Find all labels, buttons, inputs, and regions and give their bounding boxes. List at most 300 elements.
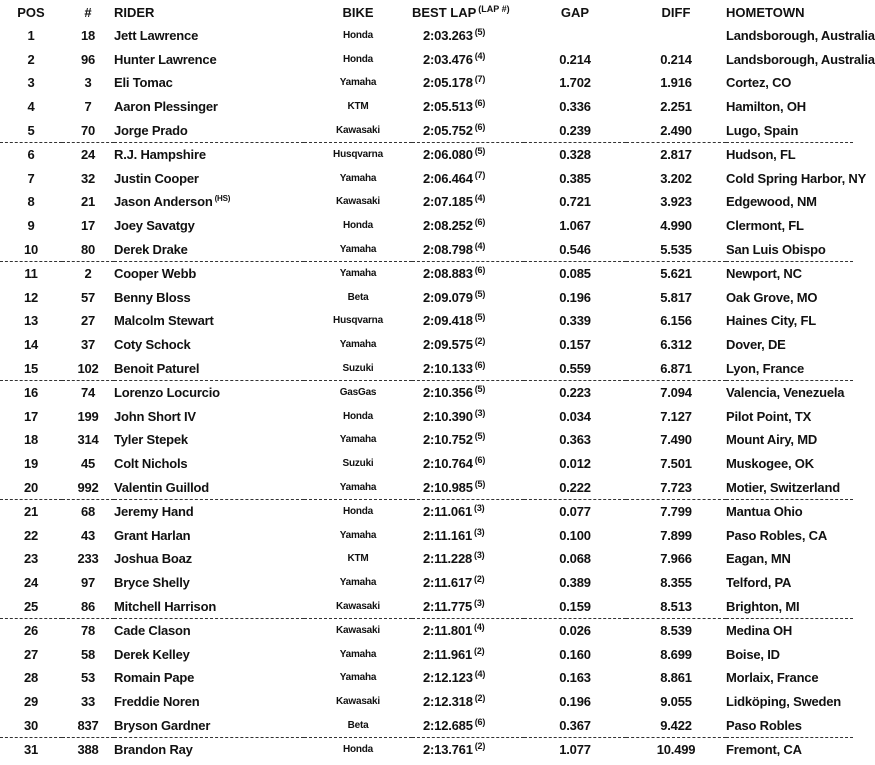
cell-gap: 0.159	[524, 594, 626, 618]
cell-bike: Beta	[347, 291, 369, 303]
cell-best-lap	[412, 618, 524, 642]
best-lap-time: 2:12.123	[423, 670, 473, 686]
cell-hometown: San Luis Obispo	[726, 237, 853, 261]
cell-pos: 28	[23, 670, 39, 686]
lap-number: (5)	[474, 478, 486, 489]
rider-name: Coty Schock	[114, 337, 191, 353]
cell-rider	[114, 24, 304, 48]
cell-gap: 0.085	[559, 266, 591, 282]
cell-pos: 23	[23, 551, 39, 567]
cell-hometown: Cold Spring Harbor, NY	[726, 170, 867, 186]
cell-diff: 9.422	[626, 713, 726, 737]
cell-hometown: Cortez, CO	[726, 75, 792, 91]
cell-hometown: Lugo, Spain	[726, 118, 853, 142]
best-lap-time: 2:05.752	[423, 122, 473, 138]
table-row	[0, 71, 853, 95]
cell-diff: 7.501	[660, 455, 692, 471]
cell-gap	[524, 24, 626, 48]
best-lap-time: 2:10.985	[423, 479, 473, 495]
cell-pos: 9	[27, 218, 35, 234]
rider-name: Brandon Ray	[114, 742, 193, 758]
table-row	[0, 261, 853, 285]
cell-hometown: Telford, PA	[726, 574, 792, 590]
cell-bike: Yamaha	[339, 529, 377, 541]
table-row	[0, 118, 853, 142]
cell-pos: 19	[23, 455, 39, 471]
best-lap-time: 2:09.418	[423, 313, 473, 329]
cell-rider	[114, 356, 304, 380]
cell-best-lap	[412, 713, 524, 737]
cell-bike: Kawasaki	[336, 625, 380, 637]
cell-diff: 0.214	[660, 51, 692, 67]
cell-diff: 2.490	[626, 118, 726, 142]
cell-best-lap	[412, 690, 524, 714]
cell-pos: 29	[23, 693, 39, 709]
lap-number: (6)	[474, 716, 486, 727]
cell-hometown: Brighton, MI	[726, 594, 853, 618]
cell-pos: 5	[0, 118, 62, 142]
cell-bike: Yamaha	[339, 268, 377, 280]
table-body	[0, 24, 875, 761]
cell-number: 32	[80, 170, 96, 186]
cell-number: 27	[80, 313, 96, 329]
cell-pos: 8	[27, 194, 35, 210]
rider-name: Joey Savatgy	[114, 218, 195, 234]
lap-number: (6)	[474, 217, 486, 228]
cell-gap: 0.223	[559, 385, 591, 401]
cell-rider	[114, 666, 304, 690]
cell-rider	[114, 380, 304, 404]
cell-diff: 5.621	[660, 266, 692, 282]
rider-name: Valentin Guillod	[114, 479, 210, 495]
lap-number: (5)	[474, 431, 486, 442]
cell-rider	[114, 118, 304, 142]
cell-hometown: Landsborough, Australia	[726, 51, 875, 67]
best-lap-time: 2:10.356	[423, 385, 473, 401]
table-row	[0, 309, 853, 333]
cell-bike: Honda	[342, 30, 374, 42]
cell-bike: KTM	[347, 553, 369, 565]
cell-rider	[114, 523, 304, 547]
cell-rider	[114, 405, 304, 429]
lap-number: (4)	[474, 240, 486, 251]
cell-hometown: Paso Robles, CA	[726, 527, 828, 543]
cell-best-lap	[412, 309, 524, 333]
cell-pos: 18	[23, 432, 39, 448]
cell-rider	[114, 95, 304, 119]
rider-name: Justin Cooper	[114, 170, 199, 186]
cell-gap: 0.157	[559, 337, 591, 353]
table-row	[0, 167, 853, 191]
cell-number: 57	[80, 289, 96, 305]
cell-gap: 0.196	[559, 693, 591, 709]
cell-best-lap	[412, 214, 524, 238]
cell-diff: 6.312	[660, 337, 692, 353]
cell-diff: 8.539	[660, 623, 692, 639]
cell-pos: 12	[23, 289, 39, 305]
cell-bike: Kawasaki	[304, 594, 412, 618]
header-diff: DIFF	[661, 4, 691, 20]
best-lap-time: 2:06.464	[423, 170, 473, 186]
lap-number: (6)	[474, 359, 486, 370]
cell-bike: Yamaha	[304, 475, 412, 499]
rider-name: John Short IV	[114, 408, 196, 424]
lap-number: (4)	[474, 622, 485, 633]
rider-name: Romain Pape	[114, 670, 195, 686]
cell-hometown: Paso Robles	[726, 713, 853, 737]
cell-hometown: Newport, NC	[726, 266, 802, 282]
lap-number: (2)	[474, 741, 486, 752]
rider-name: Cooper Webb	[114, 266, 197, 282]
cell-diff: 5.817	[660, 289, 692, 305]
table-row	[0, 523, 853, 547]
lap-number: (6)	[474, 121, 486, 132]
rider-name: Lorenzo Locurcio	[114, 385, 220, 401]
cell-best-lap	[412, 452, 524, 476]
lap-number: (7)	[474, 169, 486, 180]
cell-bike: Honda	[342, 410, 374, 422]
cell-rider	[114, 167, 304, 191]
cell-bike: Honda	[342, 220, 374, 232]
best-lap-time: 2:11.228	[423, 551, 473, 567]
cell-pos: 27	[23, 646, 39, 662]
cell-best-lap	[412, 737, 524, 761]
cell-rider	[114, 594, 304, 618]
cell-gap: 0.339	[559, 313, 591, 329]
cell-hometown: Hudson, FL	[726, 147, 796, 163]
best-lap-time: 2:03.263	[423, 28, 473, 44]
cell-bike: Yamaha	[339, 172, 377, 184]
cell-diff: 8.513	[626, 594, 726, 618]
cell-gap: 0.336	[559, 99, 591, 115]
cell-number: 70	[62, 118, 114, 142]
cell-rider	[114, 713, 304, 737]
cell-pos: 25	[0, 594, 62, 618]
lap-number: (3)	[474, 407, 486, 418]
cell-bike: Kawasaki	[336, 695, 380, 707]
cell-diff: 6.871	[626, 356, 726, 380]
table-row	[0, 737, 853, 761]
cell-pos: 21	[23, 504, 39, 520]
cell-pos: 10	[0, 237, 62, 261]
cell-gap: 0.222	[524, 475, 626, 499]
lap-number: (3)	[474, 550, 485, 561]
cell-gap: 0.239	[524, 118, 626, 142]
cell-number: 80	[62, 237, 114, 261]
lap-number: (6)	[474, 454, 486, 465]
cell-bike: KTM	[347, 101, 369, 113]
cell-bike: Husqvarna	[333, 315, 383, 327]
cell-number: 199	[77, 408, 99, 424]
cell-hometown: Muskogee, OK	[726, 455, 814, 471]
cell-rider	[114, 571, 304, 595]
cell-gap: 1.067	[559, 218, 591, 234]
lap-number: (5)	[474, 146, 486, 157]
cell-hometown: Boise, ID	[726, 646, 780, 662]
cell-bike: Yamaha	[339, 672, 377, 684]
cell-best-lap	[412, 594, 524, 618]
cell-number: 37	[80, 337, 96, 353]
header-pos: POS	[17, 4, 45, 20]
cell-pos: 2	[27, 51, 35, 67]
cell-number: 86	[62, 594, 114, 618]
cell-best-lap	[412, 286, 524, 310]
cell-diff: 7.799	[660, 504, 692, 520]
table-row	[0, 475, 853, 499]
cell-number: 233	[77, 551, 99, 567]
cell-pos: 26	[23, 623, 39, 639]
lap-number: (5)	[474, 288, 486, 299]
cell-number: 58	[80, 646, 96, 662]
best-lap-time: 2:11.961	[423, 646, 473, 662]
cell-rider	[114, 190, 304, 214]
cell-bike: Honda	[342, 744, 374, 756]
header-best-lap-sup: (LAP #)	[478, 3, 510, 14]
cell-rider	[114, 618, 304, 642]
cell-pos: 15	[0, 356, 62, 380]
cell-gap: 0.012	[559, 455, 591, 471]
best-lap-time: 2:08.252	[423, 218, 473, 234]
cell-rider	[114, 475, 304, 499]
cell-diff: 7.723	[626, 475, 726, 499]
cell-hometown: Landsborough, Australia	[726, 28, 875, 44]
rider-name: Grant Harlan	[114, 527, 191, 543]
cell-bike: Yamaha	[339, 339, 377, 351]
lap-number: (7)	[474, 74, 486, 85]
cell-bike: Yamaha	[339, 576, 377, 588]
table-row	[0, 428, 853, 452]
cell-bike: Beta	[304, 713, 412, 737]
cell-diff: 8.355	[660, 574, 692, 590]
cell-hometown: Eagan, MN	[726, 551, 791, 567]
header-row	[0, 0, 853, 24]
cell-pos: 31	[23, 742, 39, 758]
cell-best-lap	[412, 333, 524, 357]
table-row	[0, 190, 853, 214]
table-row	[0, 24, 853, 48]
cell-pos: 24	[23, 574, 39, 590]
lap-number: (2)	[474, 692, 486, 703]
cell-bike: Kawasaki	[304, 118, 412, 142]
table-row	[0, 642, 853, 666]
rider-name: Eli Tomac	[114, 75, 173, 91]
rider-name: Derek Drake	[114, 241, 188, 257]
cell-gap: 0.385	[559, 170, 591, 186]
best-lap-time: 2:03.476	[423, 51, 473, 67]
cell-hometown: Oak Grove, MO	[726, 289, 818, 305]
cell-number: 18	[80, 28, 96, 44]
header-gap: GAP	[560, 4, 590, 20]
cell-number: 45	[80, 455, 96, 471]
rider-name: Jett Lawrence	[114, 28, 199, 44]
cell-number: 7	[84, 99, 92, 115]
best-lap-time: 2:09.575	[423, 337, 473, 353]
rider-name: Freddie Noren	[114, 693, 200, 709]
cell-pos: 1	[27, 28, 35, 44]
lap-number: (6)	[474, 98, 486, 109]
cell-rider	[114, 428, 304, 452]
cell-gap: 0.068	[559, 551, 591, 567]
cell-number: 102	[62, 356, 114, 380]
table-row	[0, 356, 853, 380]
cell-best-lap	[412, 95, 524, 119]
table-header	[0, 0, 853, 24]
cell-hometown: Lyon, France	[726, 356, 853, 380]
lap-number: (5)	[474, 27, 486, 38]
cell-best-lap	[412, 499, 524, 523]
cell-best-lap	[412, 237, 524, 261]
rider-tag: (HS)	[214, 194, 231, 204]
rider-name: Cade Clason	[114, 623, 191, 639]
header-rider: RIDER	[114, 4, 155, 20]
best-lap-time: 2:06.080	[423, 147, 473, 163]
best-lap-time: 2:09.079	[423, 289, 473, 305]
table-row	[0, 499, 853, 523]
best-lap-time: 2:08.798	[423, 241, 473, 257]
best-lap-time: 2:11.775	[423, 598, 473, 614]
cell-hometown: Dover, DE	[726, 337, 786, 353]
cell-diff: 1.916	[660, 75, 692, 91]
cell-rider	[114, 286, 304, 310]
cell-number: 96	[80, 51, 96, 67]
lap-number: (2)	[474, 645, 485, 656]
cell-diff: 4.990	[660, 218, 692, 234]
cell-gap: 0.034	[559, 408, 591, 424]
cell-best-lap	[412, 380, 524, 404]
table-row	[0, 48, 853, 72]
cell-pos: 16	[23, 385, 39, 401]
cell-best-lap	[412, 190, 524, 214]
table-row	[0, 286, 853, 310]
lap-number: (4)	[474, 50, 486, 61]
cell-hometown: Morlaix, France	[726, 670, 819, 686]
header-bike: BIKE	[342, 4, 374, 20]
cell-gap: 0.363	[559, 432, 591, 448]
cell-number: 24	[80, 147, 96, 163]
cell-bike: GasGas	[339, 387, 377, 399]
header-best-lap-label: BEST LAP	[412, 4, 477, 20]
rider-name: Joshua Boaz	[114, 551, 192, 567]
cell-diff: 7.966	[660, 551, 692, 567]
lap-number: (4)	[474, 669, 486, 680]
cell-number: 837	[62, 713, 114, 737]
cell-best-lap	[412, 48, 524, 72]
best-lap-time: 2:10.390	[423, 408, 473, 424]
cell-number: 3	[84, 75, 92, 91]
header-hometown: HOMETOWN	[726, 4, 805, 20]
rider-name: R.J. Hampshire	[114, 147, 206, 163]
best-lap-time: 2:12.685	[423, 717, 473, 733]
cell-diff: 2.251	[660, 99, 692, 115]
cell-number: 43	[80, 527, 96, 543]
cell-diff: 9.055	[660, 693, 692, 709]
table-row	[0, 405, 853, 429]
cell-best-lap	[412, 571, 524, 595]
cell-gap: 0.546	[524, 237, 626, 261]
lap-number: (5)	[474, 384, 486, 395]
table-row	[0, 214, 853, 238]
cell-gap: 1.077	[559, 742, 591, 758]
cell-best-lap	[412, 24, 524, 48]
table-row	[0, 547, 853, 571]
table-row	[0, 571, 853, 595]
cell-rider	[114, 214, 304, 238]
cell-diff: 10.499	[656, 742, 696, 758]
table-row	[0, 142, 853, 166]
cell-diff: 3.202	[660, 170, 692, 186]
rider-name: Tyler Stepek	[114, 432, 188, 448]
best-lap-time: 2:05.178	[423, 75, 473, 91]
rider-name: Aaron Plessinger	[114, 99, 218, 115]
table-row	[0, 333, 853, 357]
table-row	[0, 690, 853, 714]
cell-rider	[114, 333, 304, 357]
lap-number: (4)	[474, 193, 486, 204]
best-lap-time: 2:11.801	[423, 623, 473, 639]
cell-bike: Yamaha	[339, 434, 377, 446]
rider-name: Hunter Lawrence	[114, 51, 217, 67]
rider-name: Mitchell Harrison	[114, 598, 217, 614]
cell-best-lap	[412, 261, 524, 285]
rider-name: Benoit Paturel	[114, 360, 200, 376]
cell-rider	[114, 499, 304, 523]
cell-hometown: Mount Airy, MD	[726, 432, 818, 448]
cell-rider	[114, 237, 304, 261]
cell-diff	[626, 24, 726, 48]
cell-gap: 0.077	[559, 504, 591, 520]
cell-hometown: Edgewood, NM	[726, 194, 817, 210]
cell-rider	[114, 690, 304, 714]
cell-number: 21	[80, 194, 96, 210]
cell-number: 992	[62, 475, 114, 499]
cell-best-lap	[412, 547, 524, 571]
cell-hometown: Motier, Switzerland	[726, 475, 853, 499]
cell-best-lap	[412, 356, 524, 380]
cell-diff: 7.127	[660, 408, 692, 424]
cell-best-lap	[412, 475, 524, 499]
cell-gap: 0.163	[559, 670, 591, 686]
cell-diff: 5.535	[626, 237, 726, 261]
cell-pos: 11	[24, 266, 38, 282]
rider-name: Malcolm Stewart	[114, 313, 214, 329]
rider-name: Colt Nichols	[114, 455, 188, 471]
cell-gap: 0.160	[559, 646, 591, 662]
header-best-lap	[412, 0, 524, 24]
best-lap-time: 2:10.133	[423, 360, 473, 376]
cell-pos: 30	[0, 713, 62, 737]
cell-number: 53	[80, 670, 96, 686]
lap-number: (5)	[474, 312, 486, 323]
cell-bike: Kawasaki	[336, 196, 380, 208]
cell-hometown: Pilot Point, TX	[726, 408, 812, 424]
cell-bike: Suzuki	[304, 356, 412, 380]
cell-bike: Husqvarna	[333, 149, 383, 161]
cell-best-lap	[412, 142, 524, 166]
cell-pos: 7	[27, 170, 35, 186]
lap-number: (2)	[474, 336, 486, 347]
cell-hometown: Medina OH	[726, 623, 793, 639]
cell-diff: 7.094	[660, 385, 692, 401]
table-row	[0, 380, 853, 404]
cell-pos: 13	[23, 313, 39, 329]
cell-number: 78	[80, 623, 96, 639]
cell-gap: 0.389	[559, 574, 591, 590]
cell-bike: Yamaha	[339, 648, 377, 660]
cell-bike: Yamaha	[339, 77, 377, 89]
cell-hometown: Fremont, CA	[726, 742, 802, 758]
cell-best-lap	[412, 642, 524, 666]
best-lap-time: 2:07.185	[423, 194, 473, 210]
